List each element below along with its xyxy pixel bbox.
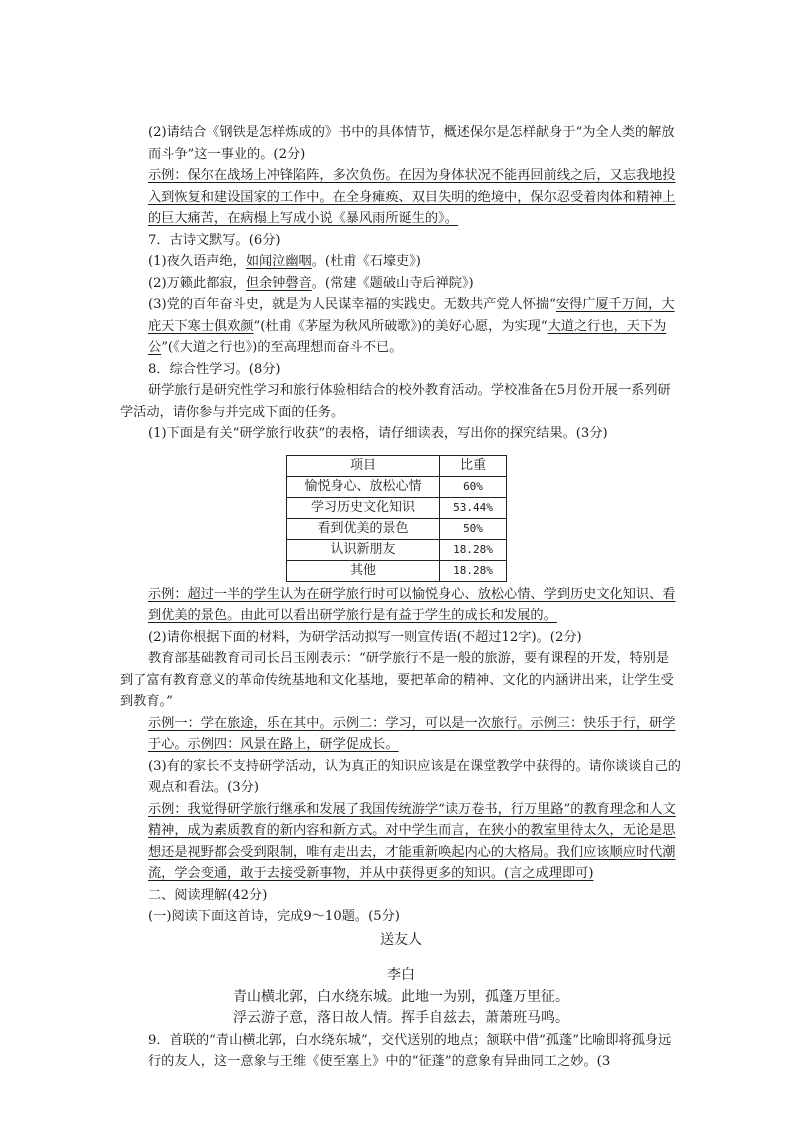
poem-title: 送友人 (380, 931, 422, 948)
poem-line-1: 青山横北郭，白水绕东城。此地一为别，孤蓬万里征。 (233, 988, 569, 1005)
q7-answer-3: 安得广厦千万间，大庇天下寒士俱欢颜 (148, 297, 675, 334)
poem-line-2: 浮云游子意，落日故人情。挥手自兹去，萧萧班马鸣。 (233, 1010, 569, 1026)
table-header-cell: 项目 (287, 455, 440, 476)
survey-table (286, 455, 507, 582)
q7-title: 7．古诗文默写。(6分) (148, 232, 281, 248)
q8-sub3: (3)有的家长不支持研学活动，认为真正的知识应该是在课堂教学中获得的。请你谈谈自己的观点和看法。(3分) (148, 758, 681, 795)
q8-sub1: (1)下面是有关“研学旅行收获”的表格，请仔细读表，写出你的探究结果。(3分) (148, 426, 608, 441)
q7-answer-4: 大道之行也，天下为公 (148, 318, 667, 355)
table-row (287, 518, 507, 539)
table-cell-ratio: 18.28% (440, 539, 507, 560)
q7-answer-2: 但余钟磬音 (245, 275, 312, 291)
table-cell-item: 其他 (287, 560, 440, 581)
survey-table-wrap (286, 455, 682, 582)
table-cell-item: 看到优美的景色 (287, 518, 440, 539)
table-row (287, 539, 507, 560)
table-cell-ratio: 50% (440, 518, 507, 539)
q8-title: 8．综合性学习。(8分) (148, 361, 281, 377)
poem-author: 李白 (387, 967, 415, 983)
section-2-title: 二、阅读理解(42分) (148, 887, 268, 903)
section-2-sub: (一)阅读下面这首诗，完成9～10题。(5分) (148, 909, 400, 924)
q7-answer-1: 如闻泣幽咽 (245, 254, 312, 269)
table-row (287, 476, 507, 497)
q8-answer-2: 示例一：学在旅途，乐在其中。示例二：学习，可以是一次旅行。示例三：快乐于行，研学于心。示例四：风景在路上，研学促成长。 (148, 715, 676, 752)
table-row (287, 497, 507, 518)
table-cell-ratio: 60% (440, 476, 507, 497)
table-cell-ratio: 53.44% (440, 497, 507, 518)
q6-2-answer: 示例：保尔在战场上冲锋陷阵，多次负伤。在因为身体状况不能再回前线之后，又忘我地投入到恢复和建设国家的工作中。在全身瘫痪、双目失明的绝境中，保尔忍受着肉体和精神上的巨大痛苦，在病榻上写成小说《暴风雨所诞生的》。 (148, 168, 676, 226)
q9-text: 9．首联的“青山横北郭，白水绕东城”，交代送别的地点；颔联中借“孤蓬”比喻即将孤身远行的友人，这一意象与王维《使至塞上》中的“征蓬”的意象有异曲同工之妙。(3 (148, 1032, 672, 1069)
q7-line2: (2)万籁此都寂，但余钟磬音。(常建《题破山寺后禅院》) (148, 275, 474, 291)
q8-sub2: (2)请你根据下面的材料，为研学活动拟写一则宣传语(不超过12字)。(2分) (148, 629, 582, 645)
table-header-cell: 比重 (440, 455, 507, 476)
q8-answer-3: 示例：我觉得研学旅行继承和发展了我国传统游学“读万卷书，行万里路”的教育理念和人文精神，成为素质教育的新内容和新方式。对中学生而言，在狭小的教室里待太久，无论是思想还是视野都会受到限制，唯有走出去，才能重新唤起内心的大格局。我们应该顺应时代潮流，学会变通，敢于去接受新事物，并从中获得更多的知识。(言之成理即可) (148, 801, 676, 881)
table-cell-item: 学习历史文化知识 (287, 497, 440, 518)
q8-material: 教育部基础教育司司长吕玉刚表示：“研学旅行不是一般的旅游，要有课程的开发，特别是到了富有教育意义的革命传统基地和文化基地，要把革命的精神、文化的内涵讲出来，让学生受到教育。” (120, 651, 674, 709)
table-row (287, 560, 507, 581)
q8-answer-1: 示例：超过一半的学生认为在研学旅行时可以愉悦身心、放松心情、学到历史文化知识、看到优美的景色。由此可以看出研学旅行是有益于学生的成长和发展的。 (148, 586, 676, 623)
table-header-row (287, 455, 507, 476)
document-content (120, 122, 682, 1073)
table-cell-ratio: 18.28% (440, 560, 507, 581)
q7-line3: (3)党的百年奋斗史，就是为人民谋幸福的实践史。无数共产党人怀揣“安得广厦千万间，大庇天下寒士俱欢颜”(杜甫《茅屋为秋风所破歌》)的美好心愿，为实现“大道之行也，天下为公”(《大道之行也》)的至高理想而奋斗不已。 (148, 297, 675, 355)
table-cell-item: 愉悦身心、放松心情 (287, 476, 440, 497)
q8-intro: 研学旅行是研究性学习和旅行体验相结合的校外教育活动。学校准备在5月份开展一系列研学活动，请你参与并完成下面的任务。 (120, 383, 671, 420)
table-cell-item: 认识新朋友 (287, 539, 440, 560)
q6-2-question: (2)请结合《钢铁是怎样炼成的》书中的具体情节，概述保尔是怎样献身于“为全人类的解放而斗争”这一事业的。(2分) (148, 125, 675, 162)
q7-line1: (1)夜久语声绝，如闻泣幽咽。(杜甫《石壕吏》) (148, 254, 421, 269)
